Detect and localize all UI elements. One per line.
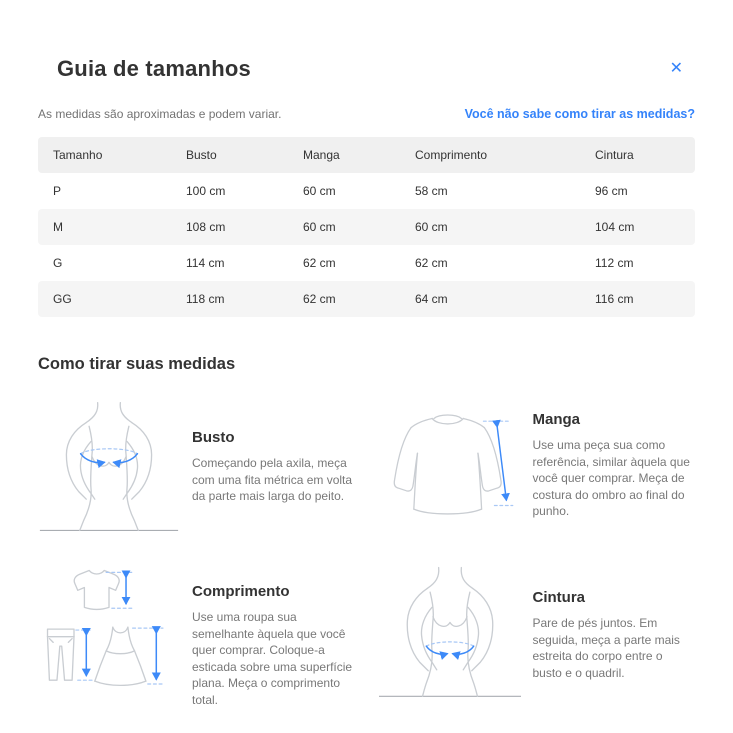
length-illustration xyxy=(38,561,180,701)
measure-card-body xyxy=(192,397,355,537)
measure-card-body xyxy=(533,397,696,537)
comprimento-cell: 64 cm xyxy=(415,292,448,306)
size-cell: G xyxy=(53,256,63,270)
manga-cell: 62 cm xyxy=(303,256,336,270)
busto-cell: 100 cm xyxy=(186,184,226,198)
column-header-busto: Busto xyxy=(186,148,217,162)
close-icon: ✕ xyxy=(669,60,683,77)
comprimento-cell: 60 cm xyxy=(415,220,448,234)
modal-subrow xyxy=(0,107,733,121)
modal-title: Guia de tamanhos xyxy=(57,56,251,81)
measure-card-manga xyxy=(379,397,696,537)
close-button[interactable] xyxy=(670,61,683,77)
measure-card-title: Manga xyxy=(532,411,581,428)
waist-measure-arrow-left xyxy=(426,646,447,654)
size-cell: M xyxy=(53,220,63,234)
bust-illustration xyxy=(38,397,180,537)
how-to-grid xyxy=(38,397,695,708)
measure-card-body xyxy=(192,561,355,708)
measure-card-body xyxy=(533,561,696,708)
bust-measure-dashed-line xyxy=(81,449,138,454)
measures-help-link[interactable]: Você não sabe como tirar as medidas? xyxy=(464,107,695,121)
busto-cell: 108 cm xyxy=(186,220,226,234)
size-cell: P xyxy=(53,184,62,198)
size-cell: GG xyxy=(53,292,72,306)
measures-note: As medidas são aproximadas e podem variar. xyxy=(38,107,282,121)
measure-card-busto xyxy=(38,397,355,537)
waist-measure-dashed-line xyxy=(426,642,473,646)
cintura-cell: 96 cm xyxy=(595,184,628,198)
measure-card-cintura xyxy=(379,561,696,708)
waist-measure-arrow-right xyxy=(452,646,473,654)
cintura-cell: 116 cm xyxy=(595,292,634,306)
measure-card-comprimento xyxy=(38,561,355,708)
busto-cell: 118 cm xyxy=(186,292,225,306)
waist-illustration xyxy=(379,561,521,701)
measure-card-title: Busto xyxy=(192,429,235,446)
table-header-row xyxy=(38,137,695,173)
column-header-tamanho: Tamanho xyxy=(53,148,103,162)
measure-card-description: Use uma roupa sua semelhante àquela que você quer comprar. Coloque-a esticada sobre uma superfície plana. Meça o comprimento total. xyxy=(192,610,353,707)
how-to-heading: Como tirar suas medidas xyxy=(38,355,236,373)
busto-cell: 114 cm xyxy=(186,256,225,270)
measure-card-description: Começando pela axila, meça com uma fita métrica em volta da parte mais larga do peito. xyxy=(192,456,353,504)
size-table xyxy=(38,137,695,317)
column-header-manga: Manga xyxy=(303,148,340,162)
manga-cell: 62 cm xyxy=(303,292,336,306)
manga-cell: 60 cm xyxy=(303,184,336,198)
comprimento-cell: 62 cm xyxy=(415,256,448,270)
table-row-m xyxy=(38,209,695,245)
cintura-cell: 112 cm xyxy=(595,256,634,270)
cintura-cell: 104 cm xyxy=(595,220,635,234)
column-header-cintura: Cintura xyxy=(595,148,634,162)
table-row-gg xyxy=(38,281,695,317)
measure-card-description: Pare de pés juntos. Em seguida, meça a parte mais estreita do corpo entre o busto e o quadril. xyxy=(532,616,680,680)
comprimento-cell: 58 cm xyxy=(415,184,448,198)
modal-header xyxy=(0,0,733,82)
sleeve-illustration xyxy=(379,397,521,537)
column-header-comprimento: Comprimento xyxy=(415,148,488,162)
measure-card-title: Cintura xyxy=(532,589,585,606)
sleeve-measure-arrow xyxy=(497,427,506,500)
measure-card-title: Comprimento xyxy=(192,583,290,600)
table-row-p xyxy=(38,173,695,209)
measure-card-description: Use uma peça sua como referência, similar àquela que você quer comprar. Meça de costura do ombro ao final do punho. xyxy=(532,438,690,519)
table-row-g xyxy=(38,245,695,281)
manga-cell: 60 cm xyxy=(303,220,336,234)
